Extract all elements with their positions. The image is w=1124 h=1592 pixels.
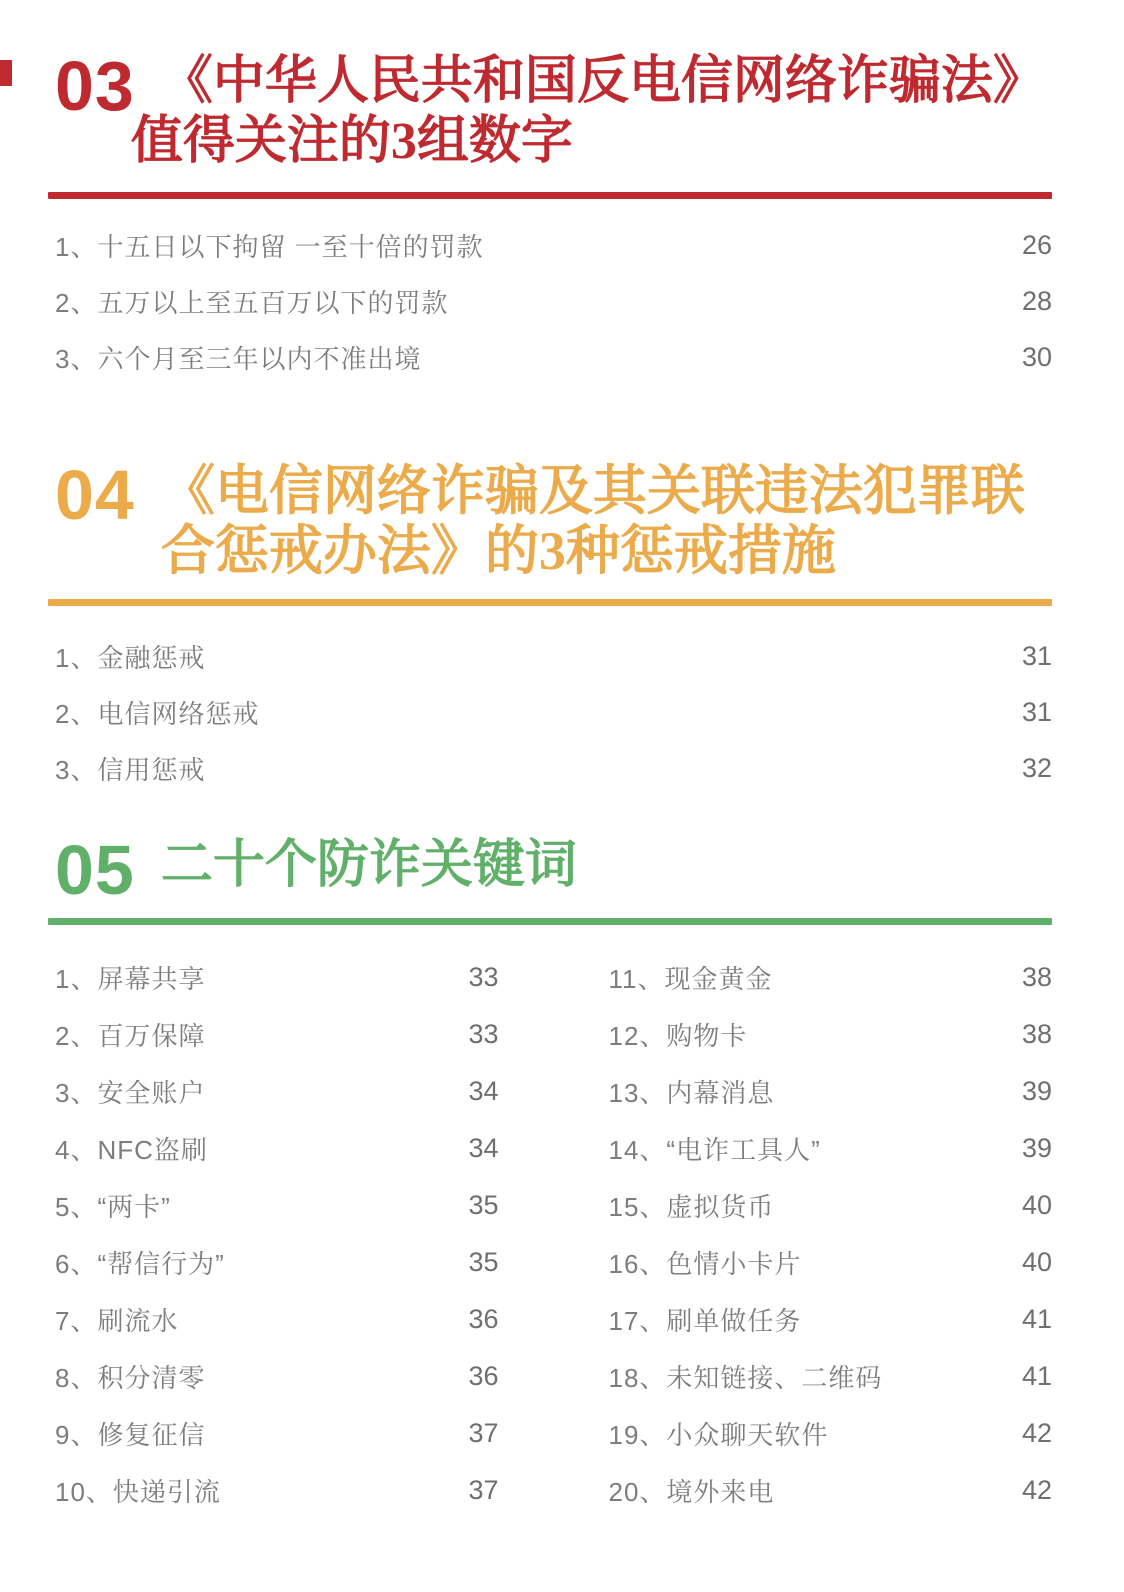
- toc-entry-page-number: 31: [1021, 696, 1052, 727]
- toc-entry-page-number: 38: [1021, 962, 1052, 992]
- toc-entry-label: 20、境外来电: [608, 1477, 775, 1507]
- toc-entry-page-number: 39: [1021, 1133, 1052, 1163]
- section-04-number: 04: [55, 456, 135, 534]
- section-03: [48, 47, 1052, 385]
- toc-entry: [55, 1120, 499, 1177]
- section-03-title-line-1: 《中华人民共和国反电信网络诈骗法》: [160, 53, 1045, 110]
- section-03-header: [48, 47, 1052, 172]
- toc-entry: [609, 1234, 1053, 1291]
- toc-entry: [55, 949, 499, 1006]
- toc-entry-page-number: 36: [468, 1304, 499, 1334]
- toc-entry-label: 18、未知链接、二维码: [608, 1363, 883, 1393]
- section-03-entries: [48, 199, 1052, 385]
- section-04-title-line-1: 《电信网络诈骗及其关联违法犯罪联: [160, 461, 1025, 521]
- section-04: [48, 456, 1052, 796]
- toc-entry-page-number: 26: [1021, 229, 1052, 260]
- toc-entry: [609, 1120, 1053, 1177]
- toc-entry-page-number: 40: [1021, 1190, 1052, 1220]
- page-corner-mark: [0, 60, 12, 86]
- toc-entry-page-number: 28: [1021, 285, 1052, 316]
- toc-entry-page-number: 39: [1021, 1076, 1052, 1106]
- toc-entry: [55, 628, 1052, 684]
- toc-entry-page-number: 42: [1021, 1475, 1052, 1505]
- toc-entry: [55, 740, 1052, 796]
- toc-entry: [609, 1006, 1053, 1063]
- toc-entry-label: 12、购物卡: [608, 1021, 748, 1051]
- toc-entry-label: 2、百万保障: [55, 1021, 206, 1051]
- section-04-divider: [48, 599, 1052, 606]
- section-05: [48, 831, 1052, 1519]
- toc-entry: [55, 1234, 499, 1291]
- toc-entry-page-number: 42: [1021, 1418, 1052, 1448]
- toc-entry: [609, 1063, 1053, 1120]
- keywords-column-right: [609, 949, 1053, 1519]
- toc-entry: [609, 1462, 1053, 1519]
- toc-entry-page-number: 35: [468, 1190, 499, 1220]
- section-03-title: [130, 52, 1045, 172]
- toc-entry-label: 17、刷单做任务: [608, 1306, 802, 1336]
- toc-entry-label: 1、屏幕共享: [55, 964, 206, 994]
- toc-entry-page-number: 41: [1021, 1304, 1052, 1334]
- toc-entry-label: 5、“两卡”: [55, 1192, 171, 1222]
- toc-entry: [55, 1348, 499, 1405]
- toc-entry-page-number: 33: [468, 1019, 499, 1049]
- toc-entry-label: 3、信用惩戒: [55, 754, 206, 785]
- toc-entry-page-number: 34: [468, 1076, 499, 1106]
- section-05-title: [161, 836, 577, 896]
- section-05-divider: [48, 918, 1052, 925]
- toc-entry-page-number: 32: [1021, 752, 1052, 783]
- section-04-title: [161, 461, 1025, 581]
- section-05-entries: [48, 925, 1052, 1519]
- section-03-divider: [48, 192, 1052, 199]
- section-05-title-line-1: 二十个防诈关键词: [160, 837, 577, 894]
- section-04-title-line-2: 合惩戒办法》的3种惩戒措施: [160, 521, 836, 581]
- toc-entry-label: 10、快递引流: [55, 1477, 221, 1507]
- section-04-header: [48, 456, 1052, 581]
- toc-entry-label: 8、积分清零: [55, 1363, 206, 1393]
- toc-entry: [55, 1006, 499, 1063]
- toc-entry: [609, 1405, 1053, 1462]
- toc-entry-label: 1、金融惩戒: [55, 642, 206, 673]
- toc-entry-page-number: 37: [468, 1475, 499, 1505]
- toc-entry: [55, 217, 1052, 273]
- toc-entry: [55, 1177, 499, 1234]
- toc-entry-page-number: 37: [468, 1418, 499, 1448]
- toc-entry-page-number: 41: [1021, 1361, 1052, 1391]
- toc-entry-label: 2、五万以上至五百万以下的罚款: [55, 287, 449, 318]
- toc-entry-label: 4、NFC盗刷: [55, 1135, 208, 1165]
- toc-entry: [55, 273, 1052, 329]
- toc-entry-page-number: 38: [1021, 1019, 1052, 1049]
- section-03-number: 03: [55, 47, 135, 125]
- toc-entry: [609, 1291, 1053, 1348]
- toc-entry-label: 11、现金黄金: [608, 964, 773, 994]
- toc-entry-label: 1、十五日以下拘留 一至十倍的罚款: [55, 231, 484, 262]
- toc-entry-page-number: 31: [1021, 640, 1052, 671]
- toc-entry-label: 2、电信网络惩戒: [55, 698, 260, 729]
- toc-entry: [55, 1063, 499, 1120]
- section-05-header: [48, 831, 1052, 909]
- toc-entry-label: 6、“帮信行为”: [55, 1249, 225, 1279]
- toc-entry: [55, 684, 1052, 740]
- toc-entry-label: 14、“电诈工具人”: [608, 1135, 821, 1165]
- toc-entry-page-number: 40: [1021, 1247, 1052, 1277]
- toc-entry-page-number: 33: [468, 962, 499, 992]
- toc-entry: [55, 1462, 499, 1519]
- toc-entry: [609, 1348, 1053, 1405]
- toc-entry-label: 3、安全账户: [55, 1078, 206, 1108]
- toc-entry-label: 7、刷流水: [55, 1306, 179, 1336]
- toc-entry: [55, 329, 1052, 385]
- section-05-number: 05: [55, 831, 135, 909]
- keywords-column-left: [55, 949, 499, 1519]
- toc-entry-label: 16、色情小卡片: [608, 1249, 802, 1279]
- toc-entry: [55, 1291, 499, 1348]
- toc-entry: [55, 1405, 499, 1462]
- toc-entry-label: 9、修复征信: [55, 1420, 206, 1450]
- section-04-entries: [48, 606, 1052, 796]
- toc-entry-label: 15、虚拟货币: [608, 1192, 775, 1222]
- toc-entry-page-number: 30: [1021, 341, 1052, 372]
- section-03-title-line-2: 值得关注的3组数字: [130, 113, 573, 170]
- toc-entry-label: 3、六个月至三年以内不准出境: [55, 343, 422, 374]
- toc-entry-page-number: 34: [468, 1133, 499, 1163]
- toc-entry-page-number: 35: [468, 1247, 499, 1277]
- toc-entry-page-number: 36: [468, 1361, 499, 1391]
- toc-entry-label: 13、内幕消息: [608, 1078, 775, 1108]
- toc-entry: [609, 949, 1053, 1006]
- toc-entry-label: 19、小众聊天软件: [608, 1420, 829, 1450]
- toc-entry: [609, 1177, 1053, 1234]
